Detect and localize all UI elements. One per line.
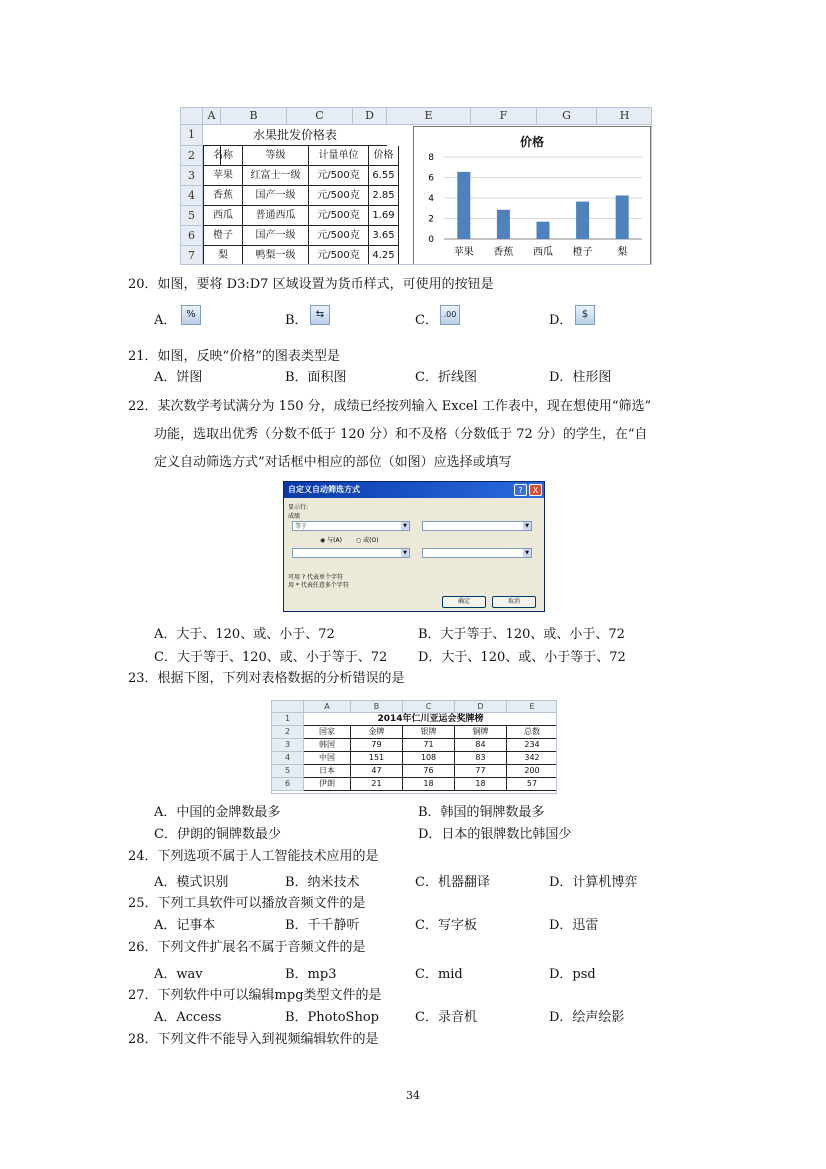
x-tick-label: 西瓜 [533,247,553,258]
medal-cell: 77 [455,765,507,778]
medal-cell: 108 [403,752,455,765]
q20-option-a: A． [154,313,177,328]
row-header: 6 [272,778,304,791]
wildcard-hint-1: 可用 ? 代表单个字符 [288,574,343,581]
ok-button[interactable]: 确定 [442,596,486,608]
q26-option-a: A．wav [154,967,203,982]
q26-option-b: B．mp3 [285,967,337,982]
page-number: 34 [406,1089,420,1102]
row-header: 1 [181,125,203,146]
q25-option-d: D．迅雷 [549,918,599,933]
table-cell: 4.25 [369,246,399,265]
question-21: 21．如图，反映“价格”的图表类型是 [128,349,340,364]
column-header: H [597,108,652,125]
value-2-combo[interactable] [422,548,532,558]
table-cell: 国产一级 [243,226,309,246]
q27-option-c: C．录音机 [415,1010,477,1025]
x-tick-label: 梨 [617,247,628,258]
column-header: C [287,108,353,125]
operator-1-select[interactable] [292,521,410,531]
question-26: 26．下列文件扩展名不属于音频文件的是 [128,940,366,955]
cancel-button[interactable]: 取消 [492,596,536,608]
or-radio[interactable]: ○ 或(O) [356,537,379,544]
q22-option-a: A．大于、120、或、小于、72 [154,627,335,642]
row-header: 5 [181,206,203,226]
operator-1-value: 等于 [295,523,308,530]
merge-center-icon[interactable]: ⇆ [310,305,330,325]
question-23 [128,671,405,687]
chevron-down-icon: ▼ [401,549,409,557]
q24-option-c: C．机器翻译 [415,875,490,890]
y-tick-label: 8 [428,153,434,163]
table-cell: 6.55 [369,166,399,186]
fruit-price-spreadsheet [180,107,652,265]
row-header: 2 [272,726,304,739]
q20-option-b: B． [285,313,308,328]
column-header: D [455,701,507,713]
row-header: 1 [272,713,304,726]
medal-header-cell: 银牌 [403,726,455,739]
q24-option-a: A．模式识别 [154,875,229,890]
price-bar-chart [413,126,651,265]
q21-option-a: A．饼图 [154,370,203,385]
table-cell: 元/500克 [309,166,369,186]
medal-cell: 18 [455,778,507,791]
q26-option-c: C．mid [415,967,463,982]
y-tick-label: 4 [428,194,434,204]
medal-header-cell: 金牌 [351,726,403,739]
q22-option-b: B．大于等于、120、或、小于、72 [418,627,625,642]
q27-option-d: D．绘声绘影 [549,1010,625,1025]
close-icon[interactable]: X [529,484,542,496]
column-header: D [353,108,387,125]
q21-option-c: C．折线图 [415,370,477,385]
row-header: 6 [181,226,203,246]
medal-cell: 79 [351,739,403,752]
medal-cell: 84 [455,739,507,752]
table-cell: 鸭梨一级 [243,246,309,265]
y-tick-label: 0 [428,235,434,245]
table-header-cell: 名称 [203,146,243,166]
sheet-corner [272,701,304,713]
chart-title: 价格 [519,135,544,149]
medal-cell: 76 [403,765,455,778]
and-radio[interactable]: ◉ 与(A) [320,537,342,544]
x-tick-label: 香蕉 [493,247,514,258]
q22-option-d: D．大于、120、或、小于等于、72 [418,650,626,665]
medal-cell: 83 [455,752,507,765]
column-header: C [403,701,455,713]
chevron-down-icon: ▼ [523,522,531,530]
medal-cell: 中国 [304,752,351,765]
x-tick-label: 苹果 [453,247,474,258]
q25-option-c: C．写字板 [415,918,477,933]
table-cell: 1.69 [369,206,399,226]
table-cell: 梨 [203,246,243,265]
q27-option-a: A．Access [154,1010,222,1025]
medal-cell: 47 [351,765,403,778]
q21-option-d: D．柱形图 [549,370,612,385]
row-header: 2 [181,146,203,166]
table-header-cell: 等级 [243,146,309,166]
medal-table-spreadsheet [271,700,557,794]
custom-autofilter-dialog [283,481,545,612]
q27-option-b: B．PhotoShop [285,1010,379,1025]
question-22-line-1: 22．某次数学考试满分为 150 分，成绩已经按列输入 Excel 工作表中，现在想使用“筛选” [128,399,652,414]
y-tick-label: 2 [428,214,434,225]
q23-option-a: A．中国的金牌数最多 [154,805,281,820]
q20-option-d: D． [549,313,573,328]
row-header: 3 [272,739,304,752]
table-cell: 苹果 [203,166,243,186]
q24-option-b: B．纳米技术 [285,875,360,890]
percent-style-icon[interactable]: % [181,305,201,325]
column-header: G [537,108,597,125]
and-label: 与(A) [327,537,342,544]
question-22-line-3: 定义自动筛选方式”对话框中相应的部位（如图）应选择或填写 [154,455,512,470]
medal-cell: 151 [351,752,403,765]
bar [616,195,629,239]
q23-option-b: B．韩国的铜牌数最多 [418,805,545,820]
question-25: 25．下列工具软件可以播放音频文件的是 [128,896,366,911]
q25-option-b: B．千千静听 [285,918,360,933]
show-rows-label: 显示行: [288,504,309,511]
medal-cell: 57 [507,778,557,791]
wildcard-hint-2: 用 * 代表任意多个字符 [288,582,349,589]
question-20: 20．如图，要将 D3:D7 区域设置为货币样式，可使用的按钮是 [128,277,494,292]
table-header-cell: 价格 [369,146,399,166]
medal-cell: 200 [507,765,557,778]
q23-option-c: C．伊朗的铜牌数最少 [154,827,281,842]
question-22-line-2: 功能，选取出优秀（分数不低于 120 分）和不及格（分数低于 72 分）的学生，在“自 [154,427,648,442]
table-cell: 西瓜 [203,206,243,226]
q21-option-b: B．面积图 [285,370,347,385]
operator-2-select[interactable] [292,548,410,558]
column-header: A [304,701,351,713]
row-header: 7 [181,246,203,265]
bar [457,172,470,239]
medal-cell: 342 [507,752,557,765]
medal-header-cell: 铜牌 [455,726,507,739]
medal-cell: 71 [403,739,455,752]
table-cell: 元/500克 [309,226,369,246]
table-cell: 普通西瓜 [243,206,309,226]
bar [576,202,589,239]
medal-cell: 21 [351,778,403,791]
question-24: 24．下列选项不属于人工智能技术应用的是 [128,849,379,864]
medal-cell: 日本 [304,765,351,778]
column-header: E [507,701,557,713]
q24-option-d: D．计算机博弈 [549,875,638,890]
column-header: F [471,108,537,125]
q25-option-a: A．记事本 [154,918,216,933]
column-header: A [203,108,221,125]
question-28: 28．下列文件不能导入到视频编辑软件的是 [128,1032,379,1047]
row-header: 4 [181,186,203,206]
field-name-label: 成绩 [288,513,301,520]
q22-option-c: C．大于等于、120、或、小于等于、72 [154,650,388,665]
table-cell: 2.85 [369,186,399,206]
chevron-down-icon: ▼ [523,549,531,557]
help-icon[interactable]: ? [514,484,527,496]
chart-plot-area [414,127,652,265]
bar [537,222,550,239]
table-cell: 元/500克 [309,246,369,265]
q26-option-d: D．psd [549,967,596,982]
medal-cell: 18 [403,778,455,791]
row-header: 4 [272,752,304,765]
medal-header-cell: 国家 [304,726,351,739]
column-header: E [387,108,471,125]
dialog-title: 自定义自动筛选方式 [284,482,544,498]
sheet-corner [181,108,203,125]
table-cell: 元/500克 [309,186,369,206]
column-header: B [221,108,287,125]
table-cell: 红富士一级 [243,166,309,186]
sheet-title: 水果批发价格表 [203,125,387,146]
currency-style-icon[interactable]: $ [575,305,595,325]
decimal-places-icon[interactable]: .00 [440,305,460,325]
medal-cell: 韩国 [304,739,351,752]
column-header: B [351,701,403,713]
x-tick-label: 橙子 [572,247,593,258]
question-27: 27．下列软件中可以编辑mpg类型文件的是 [128,988,382,1003]
bar [497,210,510,239]
table-cell: 香蕉 [203,186,243,206]
row-header: 3 [181,166,203,186]
y-tick-label: 6 [428,173,434,184]
table-cell: 3.65 [369,226,399,246]
row-header: 5 [272,765,304,778]
value-1-combo[interactable] [422,521,532,531]
question-23-text: 23．根据下图，下列对表格数据的分析错误的是 [128,671,405,686]
medal-table-title: 2014年仁川亚运会奖牌榜 [304,713,557,726]
q20-option-c: C． [415,313,438,328]
table-cell: 元/500克 [309,206,369,226]
table-cell: 国产一级 [243,186,309,206]
table-header-cell: 计量单位 [309,146,369,166]
medal-cell: 伊朗 [304,778,351,791]
chevron-down-icon: ▼ [401,522,409,530]
q23-option-d: D．日本的银牌数比韩国少 [418,827,572,842]
medal-header-cell: 总数 [507,726,557,739]
or-label: 或(O) [363,537,379,544]
table-cell: 橙子 [203,226,243,246]
medal-cell: 234 [507,739,557,752]
